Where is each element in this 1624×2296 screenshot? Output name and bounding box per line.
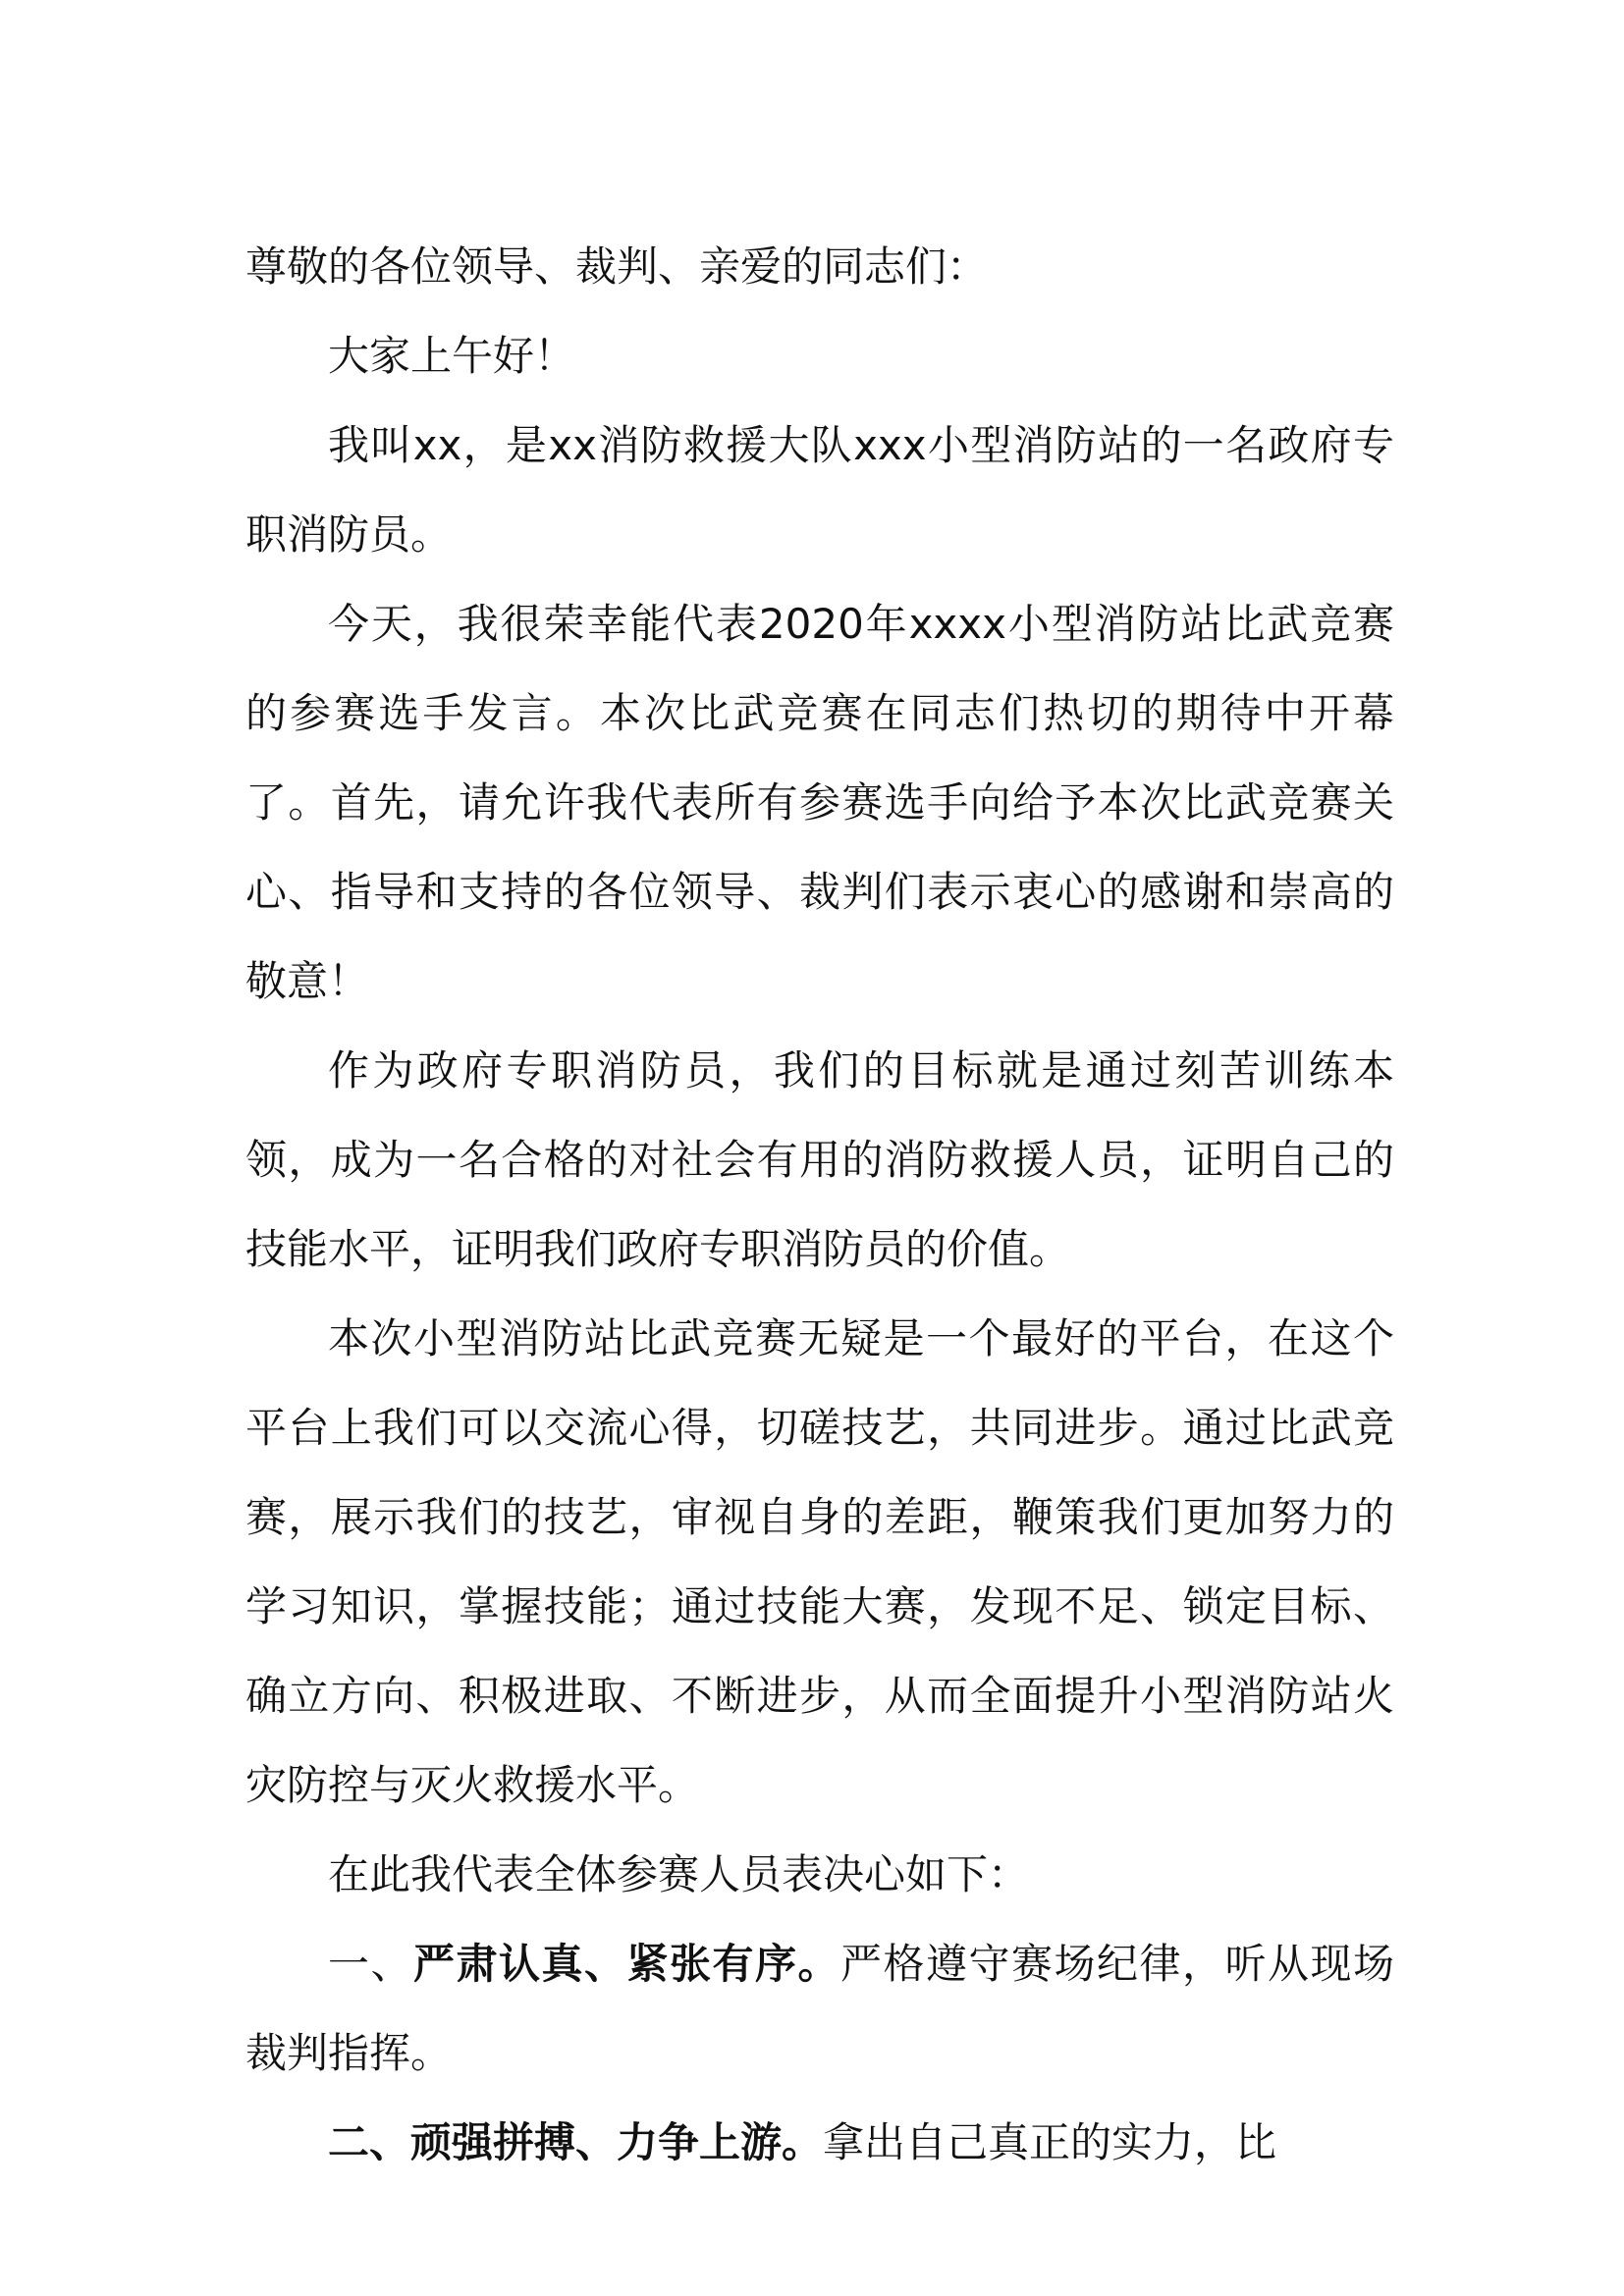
greeting: 大家上午好！ — [328, 332, 576, 380]
platform-paragraph: 本次小型消防站比武竞赛无疑是一个最好的平台，在这个平台上我们可以交流心得，切磋技艺，共同进步。通过比武竞赛，展示我们的技艺，审视自身的差距，鞭策我们更加努力的学习知识，掌握技能；通过技能大赛，发现不足、锁定目标、确立方向、积极进取、不断进步，从而全面提升小型消防站火灾防控与灭火救援水平。 — [245, 1314, 1394, 1809]
point-two-heading: 二、顽强拼搏、力争上游。 — [328, 2118, 824, 2166]
resolve-paragraph: 在此我代表全体参赛人员表决心如下： — [328, 1850, 1030, 1898]
document-body — [245, 222, 1394, 2187]
point-two-text: 拿出自己真正的实力，比 — [823, 2118, 1277, 2166]
salutation: 尊敬的各位领导、裁判、亲爱的同志们： — [245, 242, 989, 291]
point-one-text: 严格遵守赛场纪律，听从现场裁判指挥。 — [245, 1940, 1394, 2077]
point-one-prefix: 一、 — [328, 1940, 413, 1988]
point-one-paragraph — [245, 1919, 1394, 2098]
point-one-heading: 严肃认真、紧张有序。 — [413, 1940, 840, 1988]
goal-paragraph: 作为政府专职消防员，我们的目标就是通过刻苦训练本领，成为一名合格的对社会有用的消防救援人员，证明自己的技能水平，证明我们政府专职消防员的价值。 — [245, 1046, 1394, 1273]
today-paragraph: 今天，我很荣幸能代表2020年xxxx小型消防站比武竞赛的参赛选手发言。本次比武竞赛在同志们热切的期待中开幕了。首先，请允许我代表所有参赛选手向给予本次比武竞赛关心、指导和支持的各位领导、裁判们表示衷心的感谢和崇高的敬意！ — [245, 600, 1394, 1005]
intro-paragraph: 我叫xx，是xx消防救援大队xxx小型消防站的一名政府专职消防员。 — [245, 421, 1394, 559]
point-two-paragraph — [245, 2098, 1394, 2187]
